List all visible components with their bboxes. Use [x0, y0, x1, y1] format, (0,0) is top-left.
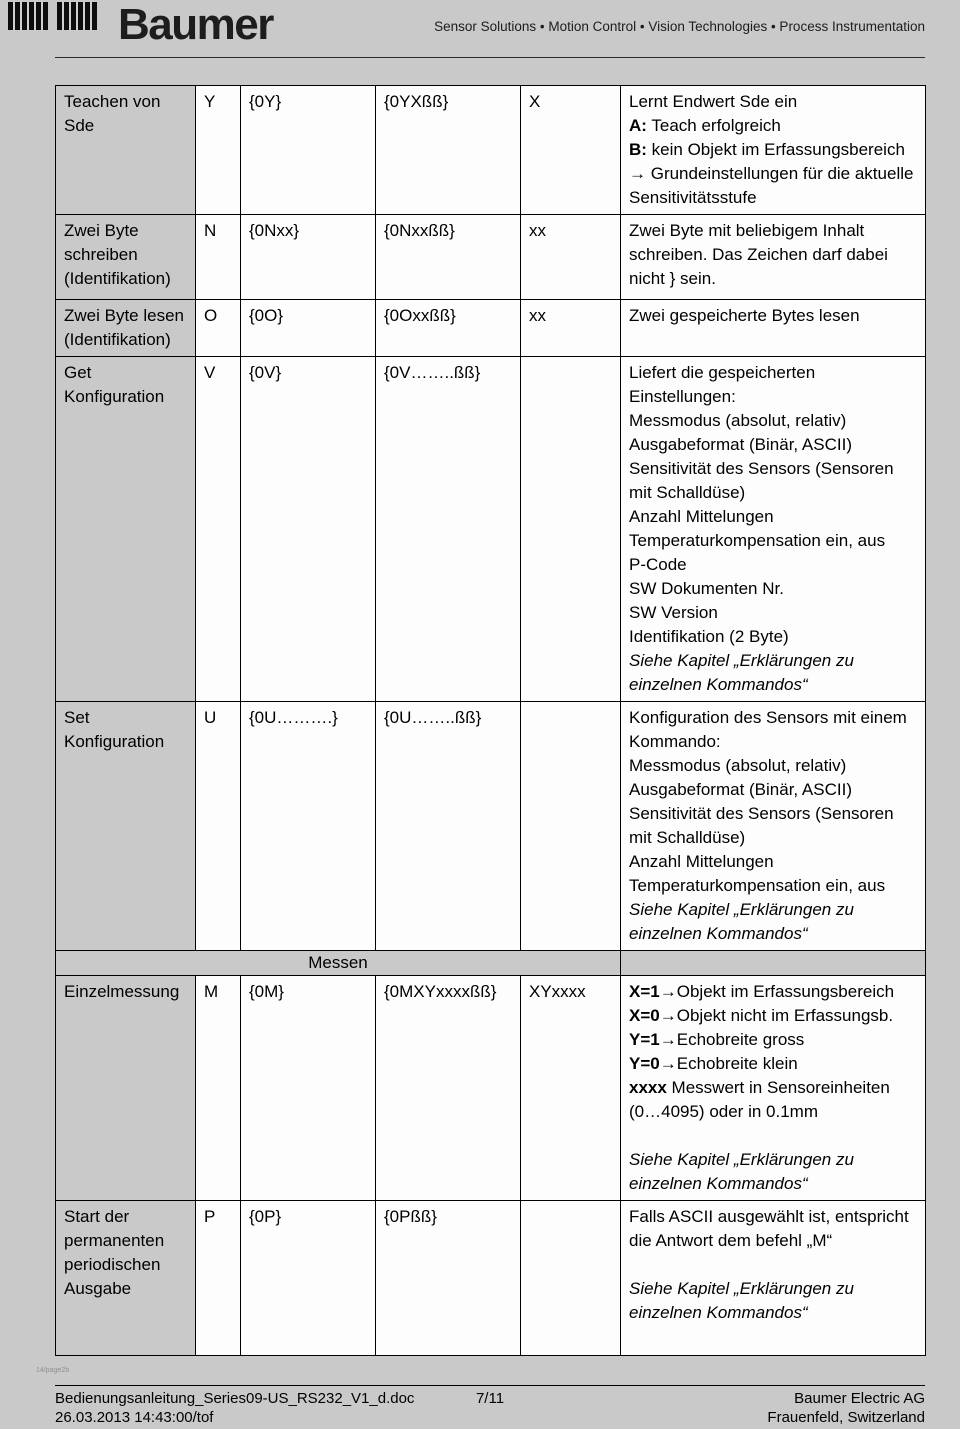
command-syntax-cell: {0V} [241, 357, 376, 702]
bold-text: xxxx [629, 1078, 667, 1097]
plain-text: Konfiguration des Sensors mit einem Kommando: [629, 708, 907, 751]
footer-company: Baumer Electric AG [794, 1390, 925, 1407]
description-line [629, 1028, 917, 1052]
description-line [629, 649, 917, 697]
description-line [629, 1148, 917, 1196]
command-code-cell: O [196, 300, 241, 357]
plain-text: SW Version [629, 603, 718, 622]
plain-text: Teach erfolgreich [646, 116, 781, 135]
command-syntax-cell: {0Y} [241, 86, 376, 215]
command-description-cell [621, 976, 926, 1201]
plain-text: Lernt Endwert Sde ein [629, 92, 798, 111]
table-section-row [56, 951, 926, 976]
command-description-cell [621, 86, 926, 215]
plain-text: Sensitivität des Sensors (Sensoren mit Schalldüse) [629, 459, 894, 502]
command-return-cell: xx [521, 215, 621, 300]
command-description-cell [621, 357, 926, 702]
description-line [629, 1277, 917, 1325]
plain-text: →Objekt nicht im Erfassungsb. [659, 1006, 894, 1025]
description-line [629, 553, 917, 577]
description-line [629, 1205, 917, 1253]
command-code-cell: M [196, 976, 241, 1201]
description-line [629, 304, 917, 328]
print-mark-icon [57, 2, 97, 30]
footer-page-number: 7/11 [475, 1390, 505, 1407]
footer-location: Frauenfeld, Switzerland [767, 1409, 925, 1426]
plain-text: Messmodus (absolut, relativ) [629, 411, 847, 430]
plain-text: →Echobreite klein [659, 1054, 798, 1073]
command-response-cell: {0V……..ßß} [376, 357, 521, 702]
description-line [629, 778, 917, 802]
description-line [629, 219, 917, 291]
table-row [56, 357, 926, 702]
command-code-cell: N [196, 215, 241, 300]
bold-text: X=0 [629, 1006, 660, 1025]
description-line [629, 706, 917, 754]
command-return-cell [521, 1201, 621, 1356]
plain-text: Ausgabeformat (Binär, ASCII) [629, 780, 852, 799]
description-line [629, 457, 917, 505]
bold-text: A: [629, 116, 647, 135]
description-line [629, 505, 917, 529]
description-line [629, 529, 917, 553]
command-name-cell: Einzelmessung [56, 976, 196, 1201]
description-line [629, 433, 917, 457]
description-line [629, 802, 917, 850]
plain-text: → Grundeinstellungen für die aktuelle Sensitivitätsstufe [629, 164, 914, 207]
table-row [56, 976, 926, 1201]
description-line [629, 898, 917, 946]
footer [55, 1389, 925, 1427]
description-line [629, 1076, 917, 1124]
header-tagline: Sensor Solutions • Motion Control • Vision Technologies • Process Instrumentation [434, 19, 925, 34]
command-return-cell [521, 357, 621, 702]
command-name-cell: Set Konfiguration [56, 702, 196, 951]
footer-right [504, 1389, 925, 1427]
description-line [629, 138, 917, 162]
footer-doc-name: Bedienungsanleitung_Series09-US_RS232_V1_d.doc [55, 1390, 415, 1407]
table-row [56, 86, 926, 215]
plain-text: Zwei Byte mit beliebigem Inhalt schreiben. Das Zeichen darf dabei nicht } sein. [629, 221, 888, 288]
table-row [56, 215, 926, 300]
table-row [56, 702, 926, 951]
description-line [629, 162, 917, 210]
footer-doc-date: 26.03.2013 14:43:00/tof [55, 1409, 214, 1426]
command-code-cell: U [196, 702, 241, 951]
command-code-cell: V [196, 357, 241, 702]
description-line [629, 1253, 917, 1277]
italic-text: Siehe Kapitel „Erklärungen zu einzelnen Kommandos“ [629, 1279, 854, 1322]
description-line [629, 90, 917, 114]
bold-text: X=1 [629, 982, 660, 1001]
command-syntax-cell: {0P} [241, 1201, 376, 1356]
command-response-cell: {0Nxxßß} [376, 215, 521, 300]
command-code-cell: Y [196, 86, 241, 215]
bold-text: Y=1 [629, 1030, 660, 1049]
plain-text: Messmodus (absolut, relativ) [629, 756, 847, 775]
section-empty-cell [621, 951, 926, 976]
command-syntax-cell: {0U……….} [241, 702, 376, 951]
command-return-cell: X [521, 86, 621, 215]
baumer-logo: Baumer [118, 0, 273, 49]
bold-text: B: [629, 140, 647, 159]
command-response-cell: {0Pßß} [376, 1201, 521, 1356]
footer-divider [55, 1385, 925, 1386]
bold-text: Y=0 [629, 1054, 660, 1073]
section-title-cell: Messen [56, 951, 621, 976]
command-description-cell [621, 300, 926, 357]
description-line [629, 1124, 917, 1148]
command-return-cell: XYxxxx [521, 976, 621, 1201]
header-divider [55, 57, 925, 58]
command-description-cell [621, 1201, 926, 1356]
plain-text: →Echobreite gross [659, 1030, 805, 1049]
plain-text: SW Dokumenten Nr. [629, 579, 784, 598]
command-syntax-cell: {0O} [241, 300, 376, 357]
plain-text: Identifikation (2 Byte) [629, 627, 789, 646]
command-description-cell [621, 702, 926, 951]
plain-text: Sensitivität des Sensors (Sensoren mit Schalldüse) [629, 804, 894, 847]
plain-text: Ausgabeformat (Binär, ASCII) [629, 435, 852, 454]
command-response-cell: {0MXYxxxxßß} [376, 976, 521, 1201]
print-mark-icon [8, 2, 48, 30]
plain-text: →Objekt im Erfassungsbereich [659, 982, 895, 1001]
plain-text: Messwert in Sensoreinheiten (0…4095) oder in 0.1mm [629, 1078, 890, 1121]
description-line [629, 577, 917, 601]
plain-text: Falls ASCII ausgewählt ist, entspricht die Antwort dem befehl „M“ [629, 1207, 909, 1250]
plain-text: P-Code [629, 555, 687, 574]
description-line [629, 1004, 917, 1028]
command-return-cell [521, 702, 621, 951]
command-syntax-cell: {0Nxx} [241, 215, 376, 300]
plain-text: Temperaturkompensation ein, aus [629, 531, 886, 550]
command-response-cell: {0U……..ßß} [376, 702, 521, 951]
command-response-cell: {0Oxxßß} [376, 300, 521, 357]
description-line [629, 409, 917, 433]
command-name-cell: Start der permanenten periodischen Ausgabe [56, 1201, 196, 1356]
description-line [629, 1052, 917, 1076]
micro-print-text: 14/page2b [36, 1367, 70, 1374]
table-row [56, 1201, 926, 1356]
description-line [629, 601, 917, 625]
description-line [629, 980, 917, 1004]
plain-text: Zwei gespeicherte Bytes lesen [629, 306, 860, 325]
command-description-cell [621, 215, 926, 300]
italic-text: Siehe Kapitel „Erklärungen zu einzelnen Kommandos“ [629, 651, 854, 694]
table-row [56, 300, 926, 357]
footer-left [55, 1389, 476, 1427]
command-name-cell: Teachen von Sde [56, 86, 196, 215]
command-name-cell: Zwei Byte lesen (Identifikation) [56, 300, 196, 357]
registration-marks-icon [8, 2, 97, 30]
plain-text: Anzahl Mittelungen [629, 507, 774, 526]
command-return-cell: xx [521, 300, 621, 357]
command-code-cell: P [196, 1201, 241, 1356]
description-line [629, 850, 917, 874]
description-line [629, 754, 917, 778]
command-table-body [56, 86, 926, 1356]
command-table [55, 85, 926, 1356]
italic-text: Siehe Kapitel „Erklärungen zu einzelnen Kommandos“ [629, 1150, 854, 1193]
command-syntax-cell: {0M} [241, 976, 376, 1201]
plain-text: Anzahl Mittelungen [629, 852, 774, 871]
description-line [629, 114, 917, 138]
description-line [629, 874, 917, 898]
description-line [629, 625, 917, 649]
command-response-cell: {0YXßß} [376, 86, 521, 215]
plain-text: Temperaturkompensation ein, aus [629, 876, 886, 895]
command-name-cell: Get Konfiguration [56, 357, 196, 702]
command-name-cell: Zwei Byte schreiben (Identifikation) [56, 215, 196, 300]
plain-text: kein Objekt im Erfassungsbereich [646, 140, 905, 159]
description-line [629, 361, 917, 409]
italic-text: Siehe Kapitel „Erklärungen zu einzelnen Kommandos“ [629, 900, 854, 943]
plain-text: Liefert die gespeicherten Einstellungen: [629, 363, 816, 406]
